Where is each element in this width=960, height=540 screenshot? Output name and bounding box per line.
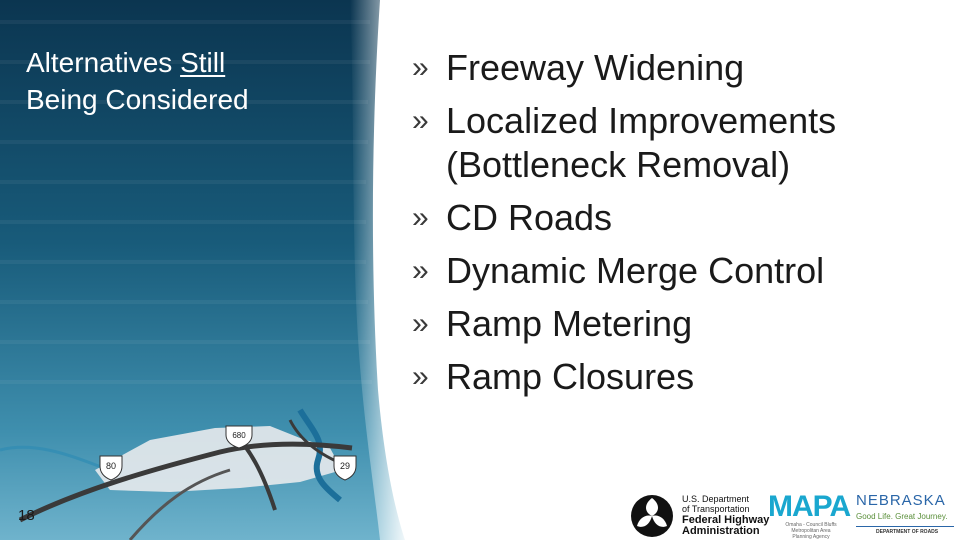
dot-seal-icon (630, 494, 674, 538)
section-title (26, 44, 326, 118)
nebraska-tagline: Good Life. Great Journey. (856, 512, 948, 521)
fhwa-line2: of Transportation (682, 504, 750, 514)
fhwa-line3: Federal Highway (682, 514, 770, 526)
bullet-item (412, 355, 952, 399)
shield-80-label: 80 (105, 461, 117, 471)
section-title-line2: Being Considered (26, 84, 249, 115)
bullet-text: Freeway Widening (446, 47, 745, 88)
mapa-logo (768, 488, 852, 540)
bullet-text: Localized Improvements (Bottleneck Removal) (446, 100, 837, 185)
shield-680-label: 680 (232, 431, 246, 440)
nebraska-department: DEPARTMENT OF ROADS (876, 529, 939, 535)
mapa-wordmark: MAPA (768, 490, 851, 523)
section-title-underlined-word: Still (180, 47, 226, 78)
bullet-list (412, 46, 952, 408)
fhwa-text (682, 515, 772, 537)
mapa-line3: Planning Agency (792, 534, 830, 540)
mapa-line2: Metropolitan Area (791, 528, 831, 534)
bullet-marker: » (412, 360, 429, 393)
bullet-item (412, 302, 952, 346)
usdot-text (682, 494, 772, 514)
section-title-part: Alternatives (26, 47, 181, 78)
fhwa-line4: Administration (682, 525, 760, 537)
shield-29-label: 29 (339, 461, 351, 471)
bullet-item (412, 99, 952, 187)
bullet-item (412, 46, 952, 90)
footer-logos (628, 488, 960, 540)
nebraska-dor-logo (854, 488, 958, 540)
bullet-marker: » (412, 51, 429, 84)
bullet-item (412, 196, 952, 240)
bullet-text: Dynamic Merge Control (446, 250, 825, 291)
mapa-subtitle (776, 522, 846, 540)
bullet-marker: » (412, 307, 429, 340)
bullet-item (412, 249, 952, 293)
nebraska-divider (856, 526, 954, 527)
left-graphic-panel (0, 0, 405, 540)
bullet-marker: » (412, 104, 429, 137)
bullet-text: Ramp Closures (446, 356, 695, 397)
mapa-line1: Omaha - Council Bluffs (785, 522, 837, 528)
nebraska-wordmark: NEBRASKA (856, 492, 946, 509)
fhwa-line1: U.S. Department (682, 494, 750, 504)
bullet-marker: » (412, 201, 429, 234)
bullet-marker: » (412, 254, 429, 287)
slide-number: 18 (18, 507, 35, 524)
bullet-text: Ramp Metering (446, 303, 693, 344)
bullet-text: CD Roads (446, 197, 613, 238)
fhwa-logo (628, 488, 768, 540)
